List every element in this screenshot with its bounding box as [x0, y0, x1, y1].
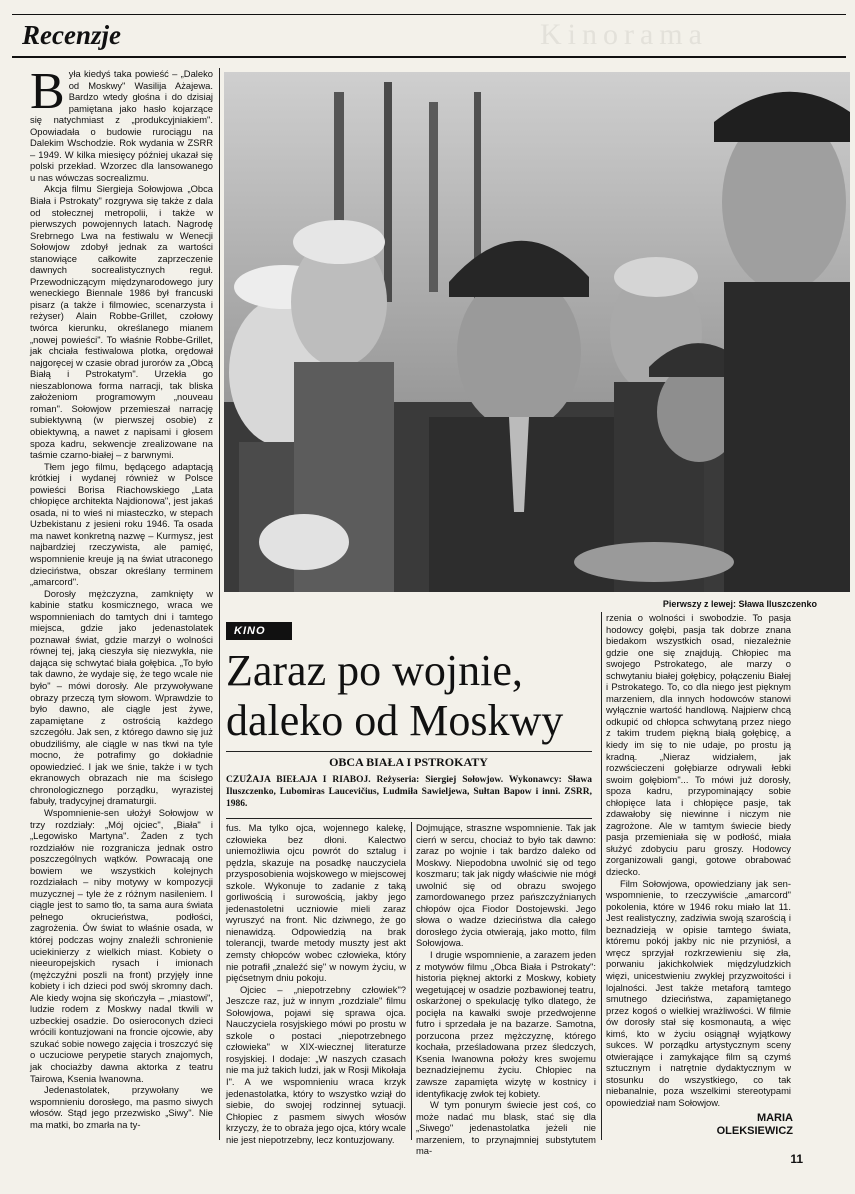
column-rule: [411, 822, 412, 1140]
article-column-4: [606, 612, 791, 1110]
paragraph: Dojmujące, straszne wspomnienie. Tak jak cierń w sercu, chociaż to było tak dawno: zaraz po wojnie i tak bardzo daleko od Moskwy. Niepodobna uwolnić się od tego koszmaru; tak jak nigdy właściwie nie mógł uwolnić się od obrazu swojego zamordowanego przez pańszczyźnianych chłopów ojca Fiodor Dostojewski. Jego słowa o wadze dzieciństwa dla całego dorosłego życia otwierają, jako motto, film Sołowjowa.: [416, 822, 596, 949]
credits-rule: [226, 818, 592, 819]
paragraph: rzenia o wolności i swobodzie. To pasja hodowcy gołębi, pasja tak dobrze znana biedakom wszystkich osad, niezależnie gdzie one się znajdują. Chłopiec ma swojego Pstrokatego, ale marzy o schwytaniu białej gołębicy, połączeniu Białej i Pstrokatego. To, co dla niego jest pięknym marzeniem, dla innych hodowców stanowi wyłącznie wartość handlową. Najpierw chcą odkupić od chłopca schwytaną przez niego z takim trudem piękną białą gołębicę, a kiedy im się to nie udaje, po prostu ją kradną. „Nieraz widziałem, jak rozwścieczeni gołębiarze odrywali łebki swoim gołębiom"... To mówi już dorosły, spoza kadru, przypominający sobie chłopięce lata i chłopięce pasje, tak zdawałoby się niewinne i niczym nie zagrożone. Ale w tamtym świecie biedy pasja przemieniała się w podłość, miała służyć zdobyciu paru groszy. Hodowcy zorganizowali gangi, gotowe obrabować dziecko.: [606, 612, 791, 878]
headline-rule: [226, 751, 592, 752]
paragraph: fus. Ma tylko ojca, wojennego kalekę, człowieka bez dłoni. Kalectwo uniemożliwia ojcu powrót do sztalug i pędzla, skazuje na posadkę nauczyciela przysposobienia wojskowego w miejscowej szkole. Wykonuje to zadanie z taką gorliwością i surowością, jakby jego jedenastoletni uczniowie mieli zaraz wyruszyć na front. Nic dziwnego, że go nienawidzą. Odpowiedzią na brak tolerancji, twarde metody muszty jest akt zemsty chłopców wobec człowieka, który nie potrafił „znaleźć się" w nowym życiu, w pięćsetnym dniu pokoju.: [226, 822, 406, 984]
drop-cap: B: [30, 63, 65, 120]
header-rule-top: [12, 14, 846, 15]
column-rule: [601, 612, 602, 1140]
paragraph: Tłem jego filmu, będącego adaptacją krótkiej i wydanej również w Polsce powieści Borisa Riachowskiego „Lata chłopięce architekta Najdionowa", jest jakaś osada, ni to wieś ni miasteczko, w stepach Uzbekistanu z jesieni roku 1946. Ta osada ma nawet konkretną nazwę – Kurmysz, jest najbardziej rzeczywista, ale pamięć, wspomnienie kreuje ją na świat utraconego dzieciństwa, obszar określany terminem „amarcord".: [30, 460, 213, 588]
film-still-illustration: [224, 72, 850, 592]
column-rule: [219, 68, 220, 1140]
header-rule-bottom: [12, 56, 846, 58]
photo-caption: Pierwszy z lewej: Sława Iluszczenko: [662, 599, 817, 609]
film-credits: CZUŻAJA BIEŁAJA I RIABOJ. Reżyseria: Siergiej Sołowjow. Wykonawcy: Sława Iluszczenko, Lubomiras Laucevičius, Ludmiła Sawieljewa, Sułtan Bapow i inni. ZSRR, 1986.: [226, 775, 592, 809]
page-number: 11: [790, 1152, 803, 1166]
paragraph: Akcja filmu Siergieja Sołowjowa „Obca Biała i Pstrokaty" rozgrywa się także z dala od stołecznej metropolii, i także w pierwszych powojennych latach. Nagrodę Srebrnego Lwa na festiwalu w Wenecji Sołowjow zdobył jednak za wartości stanowiące całkowite zaprzeczenie dawnych socrealistycznych reguł. Przewodniczącym międzynarodowego jury weneckiego Biennale 1986 był francuski pisarz (a także i filmowiec, scenarzysta i reżyser) Alain Robbe-Grillet, czołowy twórca kierunku, określanego mianem „nowej powieści". To właśnie Robbe-Grillet, jak chciała festiwalowa plotka, orędował najgoręcej w czasie obrad jurorów za „Obcą Białą i Pstrokatym". Urzekła go nieszablonowa forma narracji, tak bliska założeniom programowym „nouveau roman". Sołowjow przemieszał narrację subiektywną (w pierwszej osobie) z obiektywną, a nawet z napisami i głosem spoza kadru, sekwencje zrealizowane na taśmie czarno-białej – z barwnymi.: [30, 183, 213, 461]
paragraph: Wspomnienie-sen ułożył Sołowjow w trzy rozdziały: „Mój ojciec", „Biała" i „Legowisko Martyna". Żaden z tych rozdziałów nie rozgranicza jednak ostro poszczególnych wątków. Powracają one bowiem we wszystkich kolejnych rozdziałach – niby motywy w kompozycji muzycznej – tyle że z różnym nasileniem. I ciągle jest to samo tło, ta sama aura świata pełnego okrucieństwa, podłości, zagrożenia. Ów świat to właśnie osada, w której podczas wojny znaleźli schronienie uciekinierzy z wielkich miast. Kobiety o nieeuropejskich rysach i imionach (mężczyźni poszli na front) przyjęły inne kobiety i ich dzieci pod swój skromny dach. Ale kiedy wojna się skończyła – „miastowi", ludzie rodem z Moskwy nadal tkwili w uzbeckiej osadzie. Do osieroconych dzieci wrócili kontuzjowani na froncie ojcowie, aby szukać sobie nowego zajęcia i troszczyć się o uczuciowe perypetie starych znajomych, jak chociażby dawna aktorka z teatru Tairowa, Ksenia Iwanowna.: [30, 807, 213, 1084]
paragraph: W tym ponurym świecie jest coś, co może nadać mu blask, stać się dla „Siwego" jedenastolatka jeżeli nie marzeniem, to przynajmniej substytutem ma-: [416, 1099, 596, 1157]
ghost-heading: Kinorama: [540, 18, 708, 51]
article-column-3: [416, 822, 596, 1157]
rubric-label: KINO: [226, 622, 292, 640]
film-title: OBCA BIAŁA I PSTROKATY: [329, 755, 488, 769]
paragraph: Jedenastolatek, przywołany we wspomnieniu dorosłego, ma pasmo siwych włosów. Stąd jego przezwisko „Siwy". Nie ma matki, bo zmarła na ty-: [30, 1084, 213, 1130]
paragraph: Dorosły mężczyzna, zamknięty w kabinie statku kosmicznego, wraca we wspomnieniach do tamtych dni i tamtego miejsca, gdzie jako jedenastolatek poznawał świat, gdzie marzył o wolności równej tej, jaką cieszyła się niezwykła, nie dająca się schwytać biała gołębica. „To było tak dawno, że wydaje się, że tego wcale nie było" – mówi dorosły. Ale przywoływane obrazy przeczą tym słowom. Wprawdzie to było dawno, ale ciągle jest żywe, zapamiętane z ostrością każdego szczegółu. Jak sen, z którego dawno się już obudziliśmy, ale ciągle w nas tkwi na tyle mocno, że potrafimy go dokładnie opowiedzieć. I jak we śnie, także i w tych ekranowych obrazach nie ma ścisłego chronologicznego porządku, wyrazistej fabuły, tradycyjnej dramaturgii.: [30, 587, 213, 807]
paragraph: yła kiedyś taka powieść – „Daleko od Moskwy" Wasilija Ażajewa. Bardzo wtedy głośna i do dzisiaj pamiętana jako hasło kojarzące się natychmiast z „produkcyjniakiem". Opowiadała o budowie rurociągu na Dalekim Wschodzie. Rok wydania w ZSRR – 1949. W kilka miesięcy później ukazał się polski przekład. Wzorzec dla lansowanego u nas wówczas socrealizmu.: [30, 68, 213, 183]
paragraph: I drugie wspomnienie, a zarazem jeden z motywów filmu „Obca Biała i Pstrokaty": historia pięknej aktorki z Moskwy, kobiety wegetującej w osadzie pozbawionej teatru, oskarżonej o spekulację tylko dlatego, że pocięła na kawałki swoje przedwojenne futro i sprzedała je na bazarze. Samotna, porzucona przez mężczyznę, którego kochała, prześladowana przez śledczych, Ksenia Iwanowna położy kres swojemu beznadziejnemu życiu. Chłopiec na zawsze zapamięta wizytę w kostnicy i identyfikację zwłok tej kobiety.: [416, 949, 596, 1099]
film-still-photo: [224, 72, 850, 592]
article-headline: Zaraz po wojnie, daleko od Moskwy: [226, 646, 564, 745]
paragraph: Film Sołowjowa, opowiedziany jak sen-wspomnienie, to rzeczywiście „amarcord" pokolenia, które w 1946 roku miało lat 11. Jest realistyczny, zadziwia swoją szarością i beznadzieją w opisie tamtego świata, któremu pokój jakby nic nie przyniósł, a wręcz sprzyjał rozkrzewieniu się zła, porwaniu jakichkolwiek międzyludzkich więzi, unicestwieniu zwykłej przyzwoitości i lojalności. Jest także metaforą tamtego smutnego dzieciństwa, zapamiętanego przez kogoś o wielkiej wrażliwości. W filmie ów dorosły stał się kosmonautą, a więc kimś, kto w życiu osiągnął wyjątkowy sukces. W porządku artystycznym sceny otwierające i zamykające film są czymś sztucznym i natrętnie dydaktycznym w stosunku do wszystkiego, co tak niebanalnie, poza wszelkimi stereotypami opowiedział nam Sołowjow.: [606, 877, 791, 1108]
paragraph: Ojciec – „niepotrzebny człowiek"? Jeszcze raz, już w innym „rozdziale" filmu Sołowjowa, pojawi się sprawa ojca. Nauczyciela rosyjskiego mówi po prostu w szkole o postaci „niepotrzebnego człowieka" w XIX-wiecznej literaturze rosyjskiej. I dodaje: „W naszych czasach nie ma już takich ludzi, jak w Rosji Mikołaja I". A we wspomnieniu wraca krzyk jedenastolatka, który to wszystko wziął do siebie, do swojej rodzinnej sytuacji. Chłopiec z pasmem siwych włosów krzyczy, że to obraża jego ojca, który wcale nie jest niepotrzebny, lecz kontuzjowany.: [226, 983, 406, 1145]
article-column-2: [226, 822, 406, 1145]
author-signature: MARIA OLEKSIEWICZ: [716, 1112, 793, 1137]
section-title: Recenzje: [22, 20, 121, 50]
article-column-1: [30, 63, 213, 1140]
